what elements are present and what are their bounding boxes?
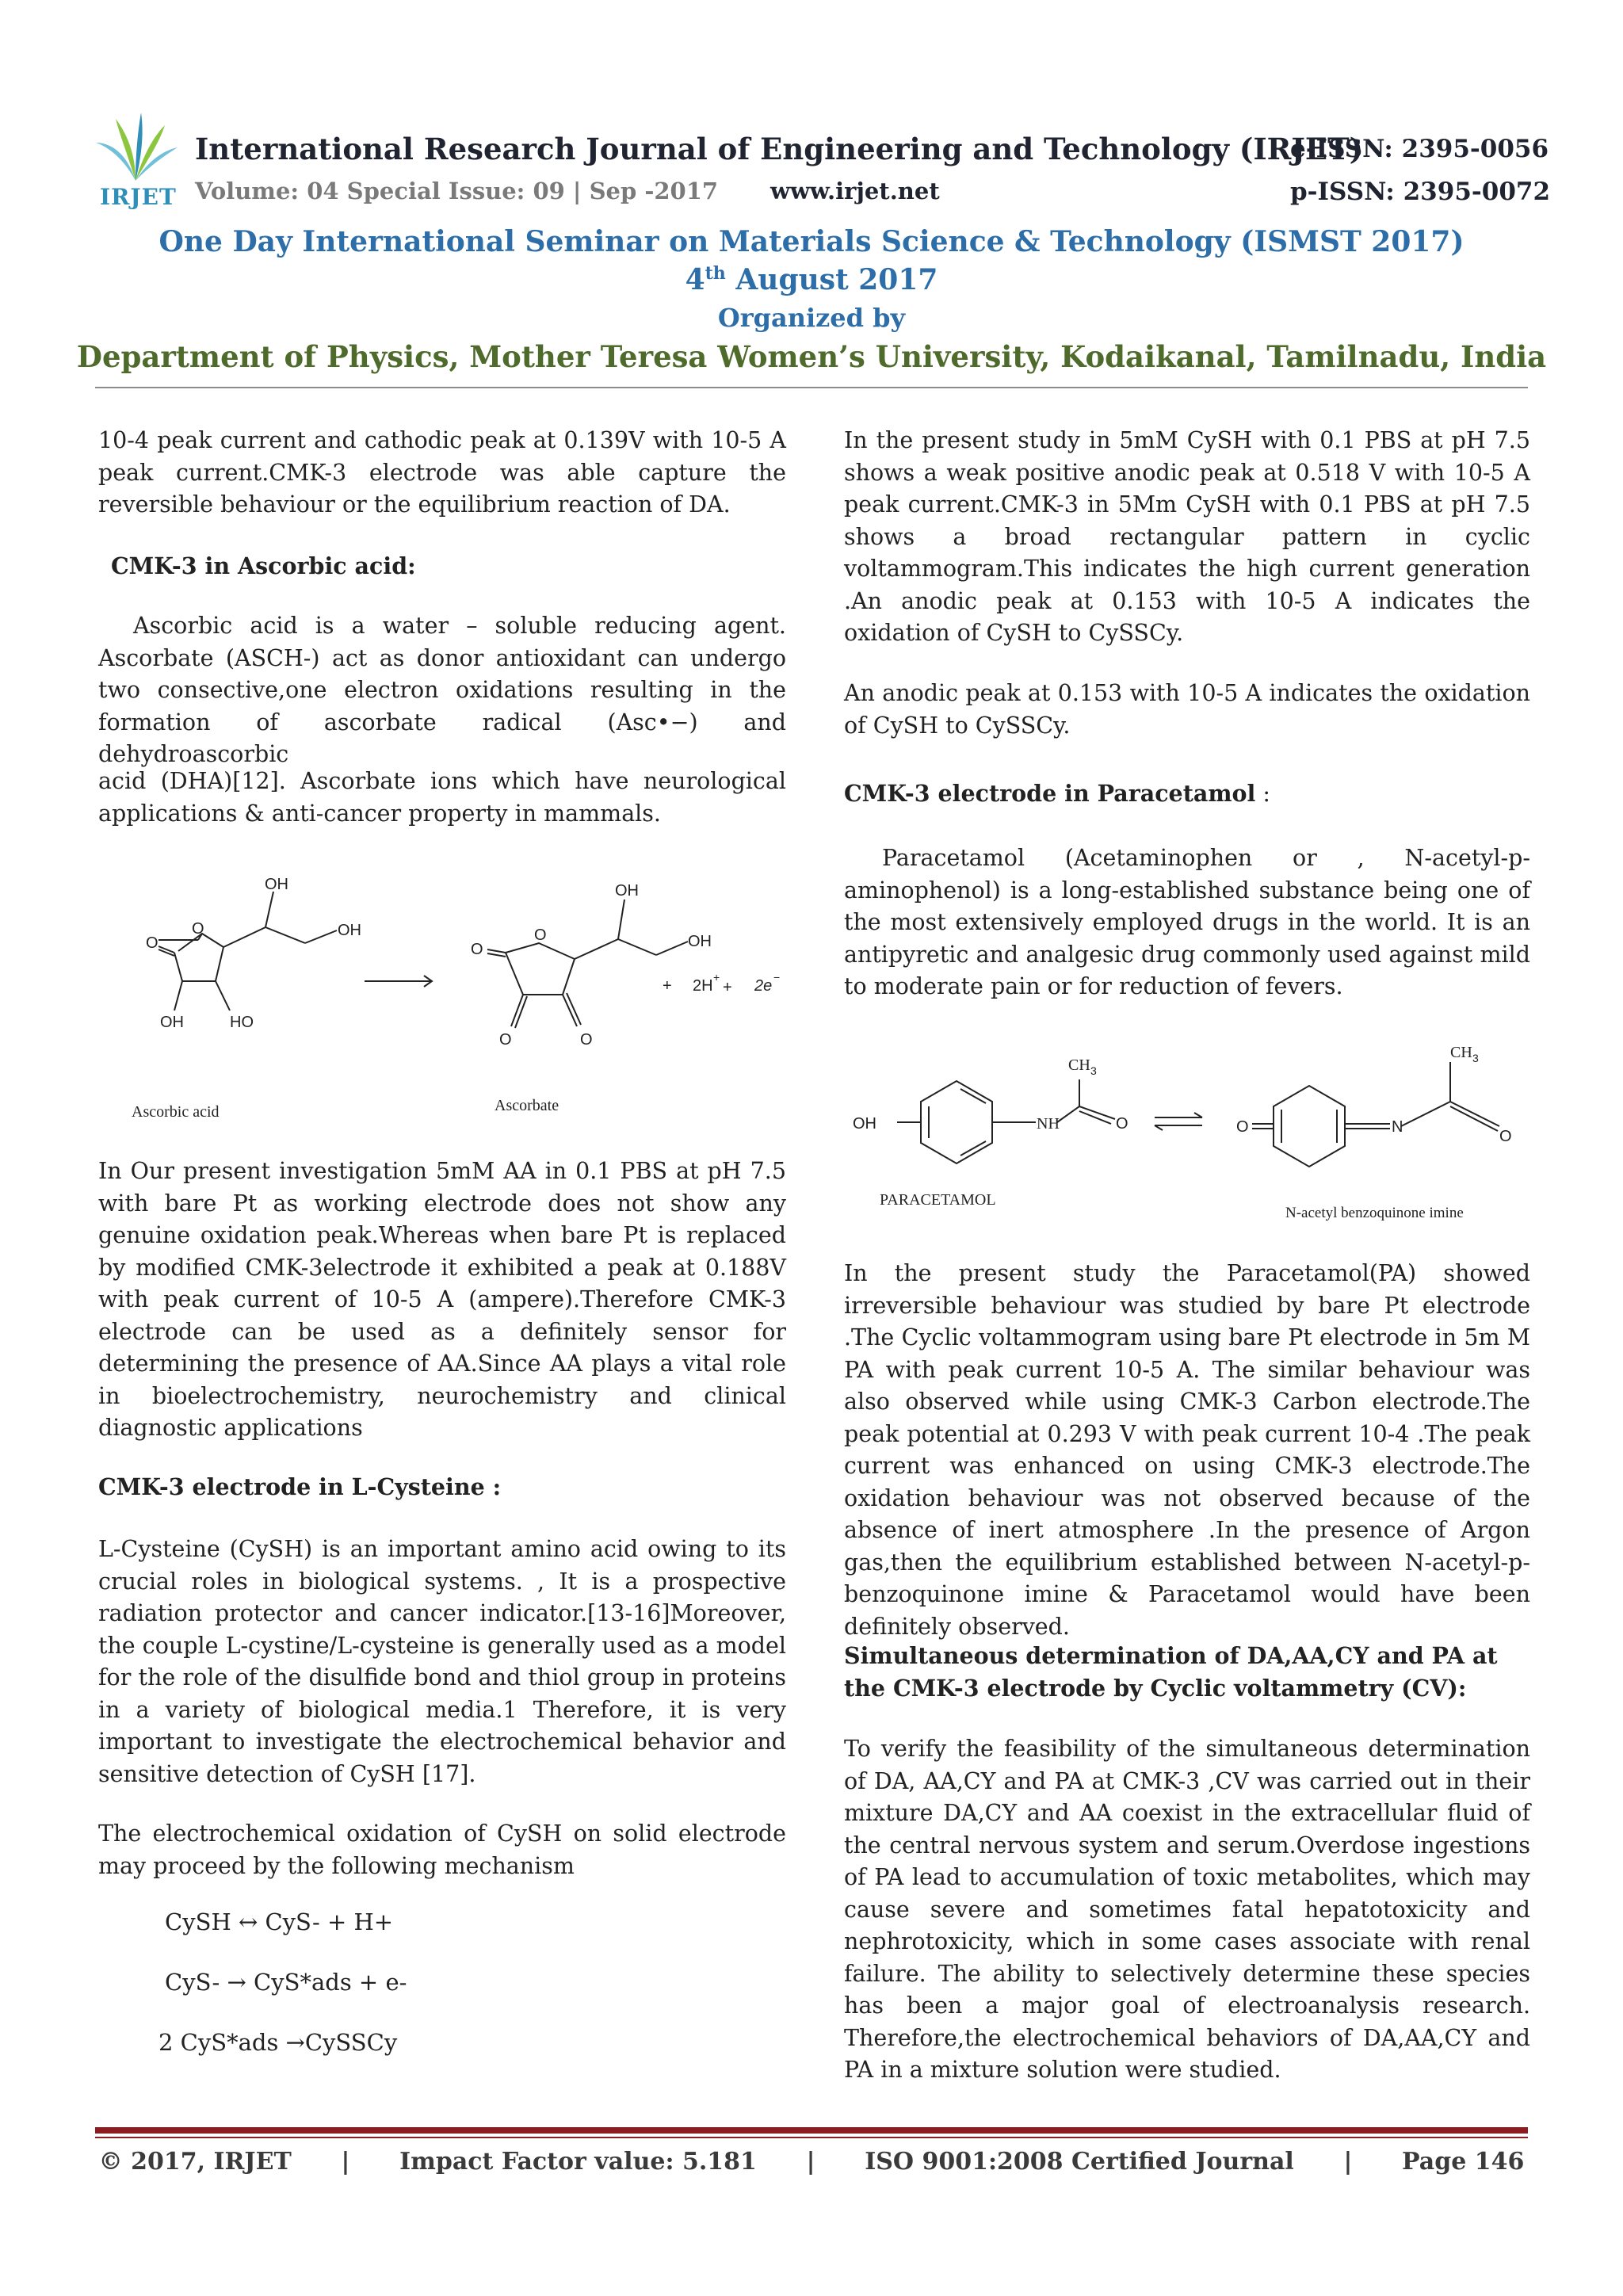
footer-iso: ISO 9001:2008 Certified Journal	[865, 2148, 1294, 2176]
svg-text:OH: OH	[615, 882, 639, 900]
heading-cysteine: CMK-3 electrode in L-Cysteine :	[98, 1473, 502, 1500]
left-paragraph-5: L-Cysteine (CySH) is an important amino acid owing to its crucial roles in biological systems. , It is a prospective radiation protector and cancer indicator.[13-16]Moreover, the couple L-cystine/L-cysteine is generally used as a model for the role of the disulfide bond and thiol group in proteins in a variety of biological media.1 Therefore, it is very important to investigate the electrochemical behavior and sensitive detection of CySH [17].	[98, 1536, 786, 1787]
heading-simultaneous: Simultaneous determination of DA,AA,CY and PA at the CMK-3 electrode by Cyclic voltammetry (CV):	[844, 1642, 1498, 1702]
seminar-title: One Day International Seminar on Materials Science & Technology (ISMST 2017)	[158, 225, 1465, 258]
svg-text:+: +	[723, 979, 732, 996]
eissn: e-ISSN: 2395-0056	[1290, 135, 1549, 163]
ascorbic-acid-label: Ascorbic acid	[132, 1103, 220, 1121]
svg-text:OH: OH	[265, 876, 288, 893]
header-divider	[95, 387, 1528, 388]
left-paragraph-4: In Our present investigation 5mM AA in 0.1 PBS at pH 7.5 with bare Pt as working electrode does not show any genuine oxidation peak.Whereas when bare Pt is replaced by modified CMK-3electrode it exhibited a peak at 0.188V with peak current of 10-5 A (ampere).Therefore CMK-3 electrode can be used as a definitely sensor for determining the presence of AA.Since AA plays a vital role in bioelectrochemistry, neurochemistry and clinical diagnostic applications	[98, 1158, 786, 1441]
equation-3: 2 CyS*ads →CySSCy	[158, 2029, 398, 2056]
right-paragraph-5: To verify the feasibility of the simultaneous determination of DA, AA,CY and PA at CMK-3 ,CV was carried out in their mixture DA,CY and AA coexist in the extracellular fluid of the central nervous system and serum.Overdose ingestions of PA lead to accumulation of toxic metabolites, which may cause severe and sometimes fatal hepatotoxicity and nephrotoxicity, which in some cases associate with renal failure. The ability to selectively determine these species has been a major goal of electroanalysis research. Therefore,the electrochemical behaviors of DA,AA,CY and PA in a mixture solution were studied.	[844, 1736, 1530, 2083]
svg-text:OH: OH	[160, 1014, 184, 1031]
svg-text:O: O	[471, 941, 483, 958]
seminar-date-day: 4	[685, 263, 705, 296]
seminar-date-suffix: th	[705, 263, 726, 284]
logo-leaves-icon	[92, 111, 179, 182]
paracetamol-label: PARACETAMOL	[880, 1191, 996, 1209]
left-paragraph-3: acid (DHA)[12]. Ascorbate ions which have neurological applications & anti-cancer property in mammals.	[98, 768, 786, 827]
svg-text:N: N	[1392, 1118, 1403, 1136]
svg-text:O: O	[1236, 1118, 1249, 1136]
journal-logo	[92, 111, 179, 182]
napqi-label: N-acetyl benzoquinone imine	[1285, 1205, 1464, 1221]
right-paragraph-4: In the present study the Paracetamol(PA) showed irreversible behaviour was studied by bare Pt electrode .The Cyclic voltammogram using bare Pt electrode in 5m M PA with peak current 10-5 A. The similar behaviour was also observed while using CMK-3 Carbon electrode.The peak potential at 0.293 V with peak current 10-4 .The peak current was enhanced on using CMK-3 electrode.The oxidation behaviour was not observed because of the absence of inert atmosphere .In the presence of Argon gas,then the equilibrium established between N-acetyl-p-benzoquinone imine & Paracetamol would have been definitely observed.	[844, 1260, 1530, 1640]
heading-paracetamol-colon: :	[1255, 781, 1270, 807]
right-paragraph-2: An anodic peak at 0.153 with 10-5 A indicates the oxidation of CySH to CySSCy.	[844, 680, 1530, 739]
left-paragraph-6: The electrochemical oxidation of CySH on solid electrode may proceed by the following mechanism	[98, 1820, 786, 1879]
footer-bar	[95, 2127, 1528, 2134]
equation-1: CySH ↔ CyS- + H+	[165, 1908, 394, 1935]
svg-text:O: O	[534, 926, 547, 944]
svg-text:CH: CH	[1450, 1044, 1472, 1061]
department: Department of Physics, Mother Teresa Women’s University, Kodaikanal, Tamilnadu, India	[76, 339, 1547, 374]
svg-text:O: O	[192, 920, 204, 938]
svg-text:CH: CH	[1068, 1056, 1090, 1074]
svg-text:3: 3	[1472, 1052, 1479, 1064]
svg-text:O: O	[499, 1031, 512, 1049]
svg-text:+: +	[713, 971, 720, 984]
ascorbic-structure-diagram	[111, 864, 808, 1133]
svg-text:O: O	[580, 1031, 593, 1049]
right-paragraph-1: In the present study in 5mM CySH with 0.1 PBS at pH 7.5 shows a weak positive anodic peak at 0.518 V with 10-5 A peak current.CMK-3 in 5Mm CySH with 0.1 PBS at pH 7.5 shows a broad rectangular pattern in cyclic voltammogram.This indicates the high current generation .An anodic peak at 0.153 with 10-5 A indicates the oxidation of CySH to CySSCy.	[844, 427, 1530, 646]
svg-text:OH: OH	[853, 1115, 876, 1133]
footer-page-number: Page 146	[1402, 2148, 1525, 2176]
ascorbic-reaction-figure	[111, 864, 808, 1133]
organized-by: Organized by	[717, 303, 906, 333]
heading-paracetamol	[844, 777, 1270, 811]
journal-website-link[interactable]: www.irjet.net	[770, 178, 940, 204]
heading-ascorbic: CMK-3 in Ascorbic acid:	[111, 552, 416, 579]
svg-text:NH: NH	[1037, 1115, 1060, 1133]
footer: © 2017, IRJET | Impact Factor value: 5.181 | ISO 9001:2008 Certified Journal | Page 146	[98, 2148, 1525, 2176]
svg-text:+: +	[663, 977, 672, 995]
seminar-date-rest: August 2017	[725, 263, 938, 296]
ascorbate-label: Ascorbate	[495, 1097, 559, 1114]
seminar-date	[0, 263, 1623, 296]
footer-copyright: © 2017, IRJET	[98, 2148, 292, 2176]
left-paragraph-2: Ascorbic acid is a water – soluble reducing agent. Ascorbate (ASCH-) act as donor antioxidant can undergo two consective,one electron oxidations resulting in the formation of ascorbate radical (Asc•−) and dehydroascorbic	[98, 613, 786, 767]
svg-text:OH: OH	[338, 922, 361, 939]
volume-info: Volume: 04 Special Issue: 09 | Sep -2017	[195, 178, 719, 204]
svg-text:O: O	[1499, 1128, 1512, 1145]
svg-text:O: O	[1116, 1115, 1128, 1133]
svg-text:OH: OH	[688, 933, 712, 950]
journal-title: International Research Journal of Engineering and Technology (IRJET)	[195, 132, 1364, 166]
right-paragraph-3: Paracetamol (Acetaminophen or , N-acetyl-p-aminophenol) is a long-established substance being one of the most extensively employed drugs in the world. It is an antipyretic and analgesic drug commonly used against mild to moderate pain or for reduction of fevers.	[844, 845, 1530, 999]
svg-text:O: O	[146, 934, 158, 952]
footer-impact-factor: Impact Factor value: 5.181	[399, 2148, 757, 2176]
svg-text:−: −	[773, 971, 781, 984]
logo-text: IRJET	[100, 184, 177, 210]
heading-paracetamol-text: CMK-3 electrode in Paracetamol	[844, 780, 1256, 807]
svg-text:3: 3	[1090, 1064, 1097, 1077]
footer-bar-thin	[95, 2137, 1528, 2138]
left-paragraph-1: 10-4 peak current and cathodic peak at 0.139V with 10-5 A peak current.CMK-3 electrode was able capture the reversible behaviour or the equilibrium reaction of DA.	[98, 427, 786, 518]
svg-text:2e: 2e	[754, 977, 773, 995]
equation-2: CyS- → CyS*ads + e-	[165, 1969, 407, 1996]
svg-text:HO: HO	[230, 1014, 254, 1031]
svg-text:2H: 2H	[693, 977, 713, 995]
pissn: p-ISSN: 2395-0072	[1290, 178, 1551, 206]
